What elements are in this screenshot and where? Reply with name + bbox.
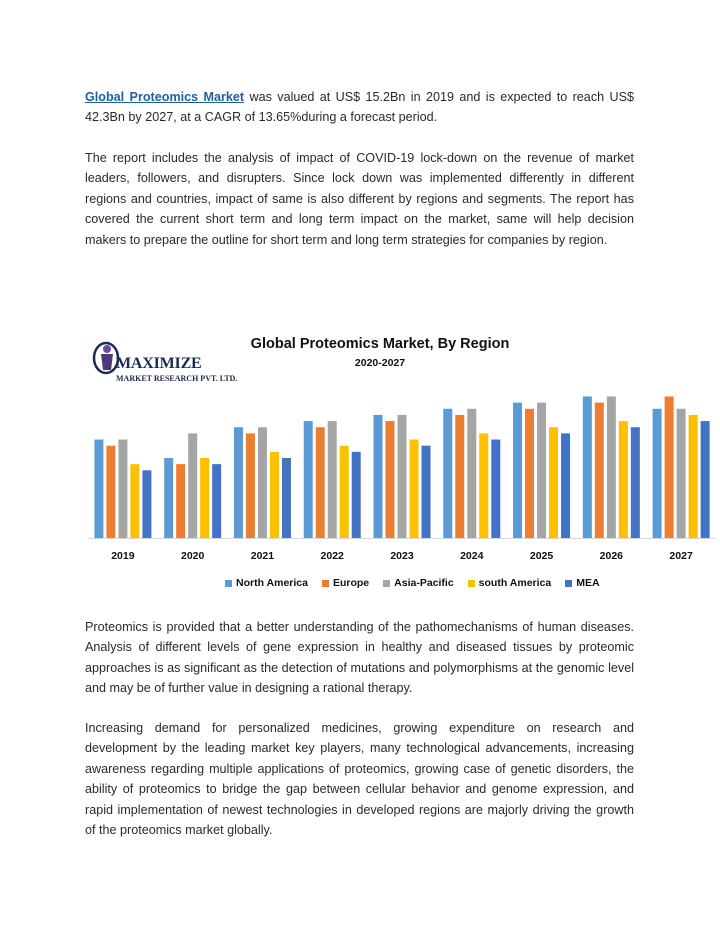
bar-south-america-2021 (270, 452, 279, 538)
intro-paragraph-text: was valued at US$ 15.2Bn in 2019 and is expected to reach US$ 42.3Bn by 2027, at a CAGR of 13.65%during a forecast period. (85, 90, 634, 125)
bar-south-america-2019 (130, 464, 139, 538)
bar-mea-2020 (212, 464, 221, 538)
bar-mea-2021 (282, 458, 291, 538)
bar-south-america-2026 (619, 421, 628, 538)
legend-label: Europe (332, 577, 370, 589)
bar-mea-2022 (352, 452, 361, 538)
legend-label: Asia-Pacific (394, 577, 454, 589)
proteomics-market-link[interactable]: Global Proteomics Market (85, 90, 245, 104)
x-tick-label-2022: 2022 (320, 550, 344, 562)
covid-impact-paragraph: The report includes the analysis of impact of COVID-19 lock-down on the revenue of market leaders, followers, and disrupters. Since lock down was implemented differently in different regions and countries, impact of same is also different by regions and segments. The report has covered the current short term and long term impact on the market, same will help decision makers to prepare the outline for short term and long term strategies for companies by region. (85, 151, 634, 247)
bar-europe-2023 (386, 421, 395, 538)
chart-subtitle: 2020-2027 (354, 357, 406, 369)
region-chart (80, 330, 720, 600)
bar-asia-pacific-2024 (467, 409, 476, 538)
maximize-logo (90, 338, 240, 388)
x-tick-label-2025: 2025 (529, 550, 554, 562)
pathomechanisms-paragraph: Proteomics is provided that a better understanding of the pathomechanisms of human diseases. Analysis of different levels of gene expression in healthy and diseased tissues by proteomic approaches is as significant as the detection of mutations and polymorphisms at the genomic level and may be of further value in designing a rational therapy. (85, 620, 634, 696)
bar-south-america-2023 (410, 440, 419, 538)
bar-asia-pacific-2022 (328, 421, 337, 538)
x-tick-label-2020: 2020 (180, 550, 205, 562)
legend-swatch (322, 580, 329, 587)
x-tick-label-2021: 2021 (250, 550, 275, 562)
bar-mea-2023 (422, 446, 431, 538)
bar-north-america-2023 (374, 415, 383, 538)
legend-item-south-america (468, 577, 552, 589)
bar-north-america-2025 (513, 403, 522, 538)
bar-north-america-2022 (304, 421, 313, 538)
bar-europe-2020 (176, 464, 185, 538)
bar-north-america-2024 (443, 409, 452, 538)
legend-swatch (565, 580, 572, 587)
legend-item-asia-pacific (383, 577, 454, 589)
bar-north-america-2021 (234, 427, 243, 538)
bar-europe-2024 (455, 415, 464, 538)
bar-south-america-2025 (549, 427, 558, 538)
bar-mea-2025 (561, 433, 570, 538)
x-tick-label-2027: 2027 (669, 550, 693, 562)
bar-europe-2019 (106, 446, 115, 538)
x-tick-label-2026: 2026 (599, 550, 624, 562)
bar-north-america-2026 (583, 396, 592, 538)
bar-europe-2026 (595, 403, 604, 538)
bar-asia-pacific-2025 (537, 403, 546, 538)
legend-label: MEA (576, 577, 600, 589)
x-tick-label-2019: 2019 (111, 550, 135, 562)
x-tick-label-2024: 2024 (460, 550, 484, 562)
growth-drivers-paragraph: Increasing demand for personalized medicines, growing expenditure on research and development by the leading market key players, many technological advancements, increasing awareness regarding multiple applications of proteomics, growing case of genetic disorders, the ability of proteomics to bridge the gap between cellular behavior and genome expression, and rapid implementation of newest technologies in developed regions are majorly driving the growth of the proteomics market globally. (85, 721, 634, 838)
legend-item-north-america (225, 577, 308, 589)
bar-south-america-2027 (689, 415, 698, 538)
legend-swatch (468, 580, 475, 587)
bar-mea-2024 (491, 440, 500, 538)
bar-mea-2026 (631, 427, 640, 538)
legend-item-mea (565, 577, 599, 589)
bar-north-america-2020 (164, 458, 173, 538)
bar-asia-pacific-2021 (258, 427, 267, 538)
bar-europe-2027 (665, 396, 674, 538)
bar-asia-pacific-2019 (118, 440, 127, 538)
bar-south-america-2024 (479, 433, 488, 538)
bar-mea-2027 (701, 421, 710, 538)
legend-label: south America (478, 577, 552, 589)
bar-south-america-2020 (200, 458, 209, 538)
bar-north-america-2027 (653, 409, 662, 538)
bar-asia-pacific-2020 (188, 433, 197, 538)
bar-europe-2022 (316, 427, 325, 538)
x-tick-label-2023: 2023 (390, 550, 414, 562)
chart-legend (225, 576, 685, 590)
bar-europe-2025 (525, 409, 534, 538)
bar-north-america-2019 (94, 440, 103, 538)
bar-asia-pacific-2027 (677, 409, 686, 538)
legend-swatch (383, 580, 390, 587)
legend-label: North America (236, 577, 308, 589)
chart-title: Global Proteomics Market, By Region (250, 336, 510, 352)
bar-mea-2019 (142, 470, 151, 538)
intro-paragraph (85, 87, 634, 128)
bar-asia-pacific-2026 (607, 396, 616, 538)
bar-europe-2021 (246, 433, 255, 538)
bar-asia-pacific-2023 (398, 415, 407, 538)
bar-south-america-2022 (340, 446, 349, 538)
legend-swatch (225, 580, 232, 587)
legend-item-europe (322, 577, 369, 589)
logo-tagline: MARKET RESEARCH PVT. LTD. (116, 374, 238, 383)
logo-wordmark: MAXIMIZE (116, 355, 202, 372)
